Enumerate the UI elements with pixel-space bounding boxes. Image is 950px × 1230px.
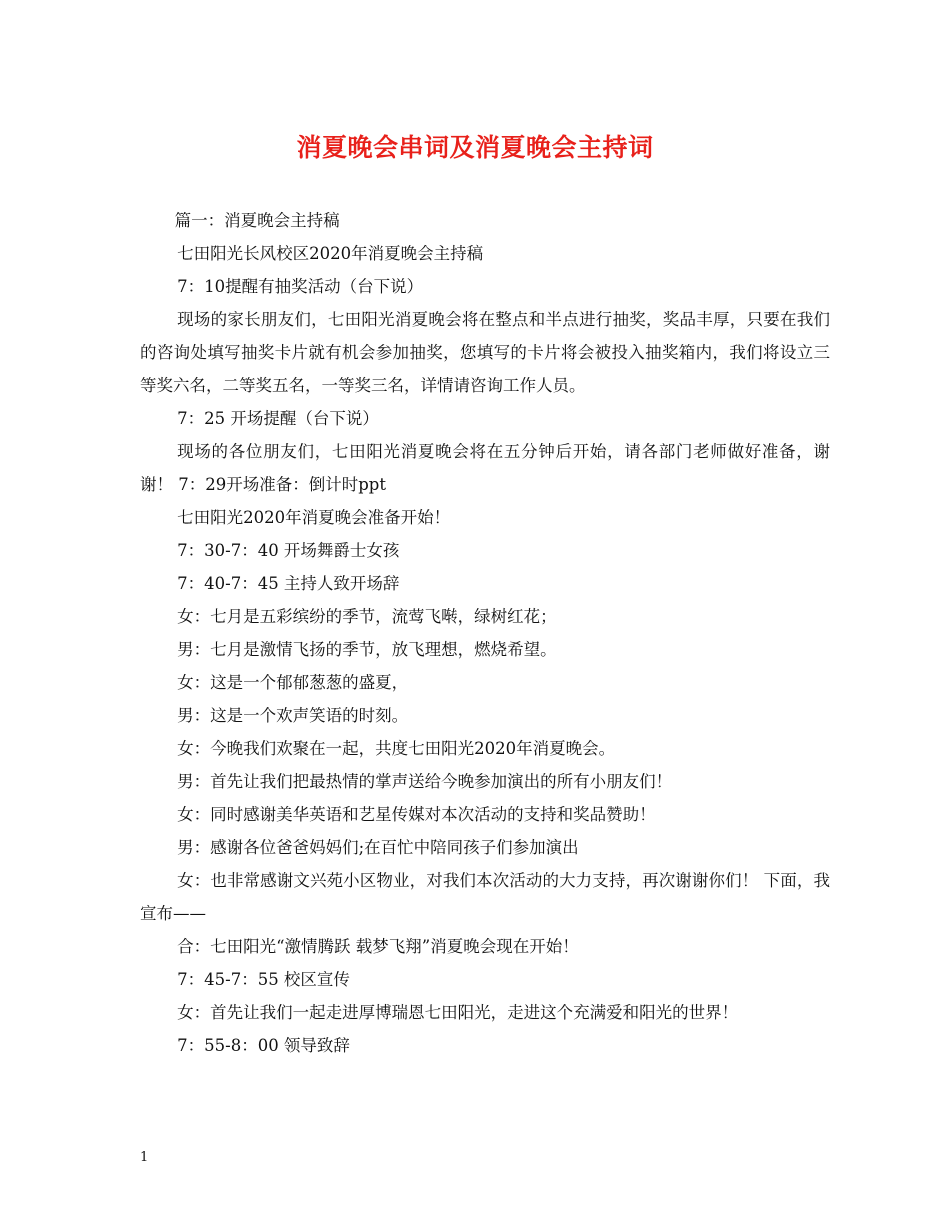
paragraph-dialogue: 男：感谢各位爸爸妈妈们;在百忙中陪同孩子们参加演出 bbox=[177, 838, 579, 857]
paragraph-subtitle: 七田阳光长风校区2020年消夏晚会主持稿 bbox=[177, 244, 484, 263]
paragraph-body: 现场的各位朋友们，七田阳光消夏晚会将在五分钟后开始，请各部门老师做好准备，谢谢！ 7：29开场准备：倒计时ppt bbox=[140, 442, 830, 494]
paragraph-body: 现场的家长朋友们，七田阳光消夏晚会将在整点和半点进行抽奖，奖品丰厚，只要在我们的咨询处填写抽奖卡片就有机会参加抽奖，您填写的卡片将会被投入抽奖箱内，我们将设立三等奖六名，二等奖五名，一等奖三名，详情请咨询工作人员。 bbox=[140, 310, 830, 395]
paragraph-schedule-item: 7：30-7：40 开场舞爵士女孩 bbox=[177, 541, 400, 560]
document-body bbox=[140, 204, 830, 1062]
paragraph-dialogue: 男：这是一个欢声笑语的时刻。 bbox=[177, 706, 409, 725]
paragraph-schedule-item: 7：10提醒有抽奖活动（台下说） bbox=[177, 277, 424, 296]
paragraph-dialogue: 男：七月是激情飞扬的季节，放飞理想，燃烧希望。 bbox=[177, 640, 557, 659]
paragraph-schedule-item: 7：40-7：45 主持人致开场辞 bbox=[177, 574, 400, 593]
paragraph-dialogue: 女：同时感谢美华英语和艺星传媒对本次活动的支持和奖品赞助！ bbox=[177, 805, 656, 824]
paragraph-body: 七田阳光2020年消夏晚会准备开始！ bbox=[177, 508, 451, 527]
paragraph-dialogue: 女：也非常感谢文兴苑小区物业，对我们本次活动的大力支持，再次谢谢你们！ 下面，我宣布—— bbox=[140, 871, 830, 923]
paragraph-section-heading: 篇一：消夏晚会主持稿 bbox=[174, 211, 340, 230]
paragraph-schedule-item: 7：45-7：55 校区宣传 bbox=[177, 970, 350, 989]
paragraph-schedule-item: 7：55-8：00 领导致辞 bbox=[177, 1036, 350, 1055]
page-number: 1 bbox=[140, 1150, 149, 1165]
paragraph-schedule-item: 7：25 开场提醒（台下说） bbox=[177, 409, 379, 428]
paragraph-dialogue: 男：首先让我们把最热情的掌声送给今晚参加演出的所有小朋友们！ bbox=[177, 772, 673, 791]
paragraph-dialogue: 女：这是一个郁郁葱葱的盛夏， bbox=[177, 673, 409, 692]
paragraph-dialogue: 女：今晚我们欢聚在一起，共度七田阳光2020年消夏晚会。 bbox=[177, 739, 616, 758]
document-title: 消夏晚会串词及消夏晚会主持词 bbox=[296, 133, 654, 162]
paragraph-dialogue: 合：七田阳光“激情腾跃 载梦飞翔”消夏晚会现在开始！ bbox=[177, 937, 579, 956]
paragraph-dialogue: 女：七月是五彩缤纷的季节，流莺飞啭，绿树红花； bbox=[177, 607, 557, 626]
paragraph-dialogue: 女：首先让我们一起走进厚博瑞恩七田阳光，走进这个充满爱和阳光的世界！ bbox=[177, 1003, 739, 1022]
